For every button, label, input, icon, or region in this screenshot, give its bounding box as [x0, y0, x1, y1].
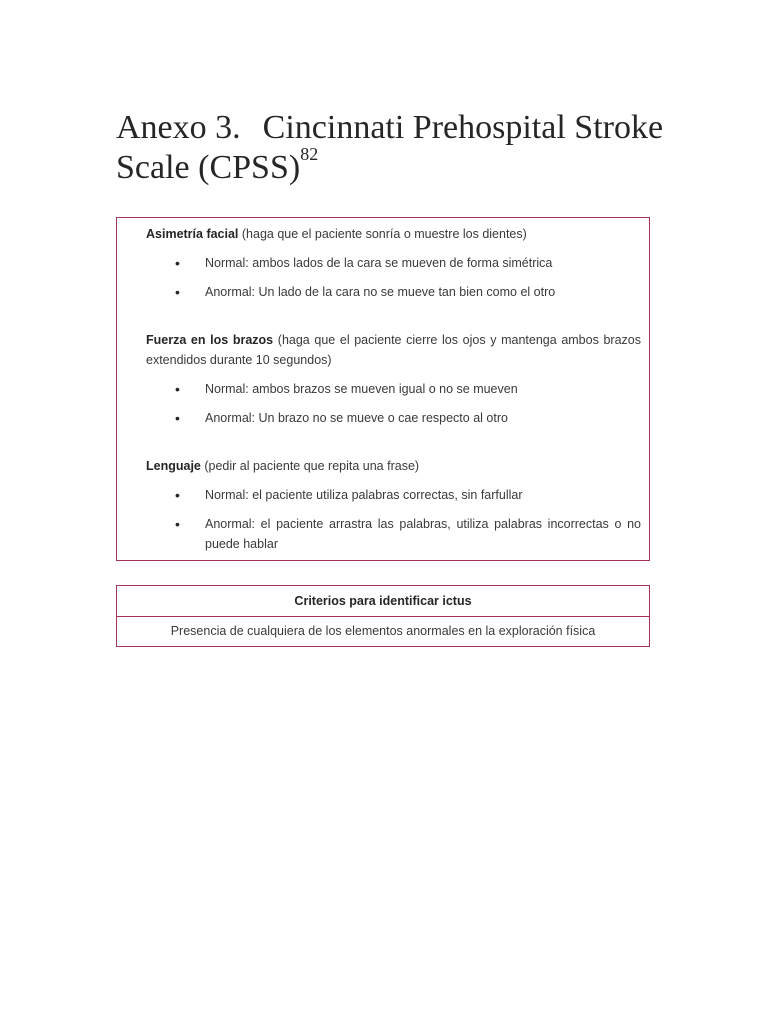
bullet-icon: • — [175, 516, 180, 532]
bullet-icon: • — [175, 284, 180, 300]
section-facial-asymmetry — [146, 224, 641, 302]
section-title: Fuerza en los brazos — [146, 333, 274, 347]
stroke-criteria-table — [116, 585, 650, 647]
list-item — [146, 514, 641, 554]
annex-title-line1: Cincinnati Prehospital Stroke — [262, 109, 664, 146]
annex-title-line2: Scale (CPSS) — [116, 149, 301, 186]
list-item-text: Normal: ambos lados de la cara se mueven de forma simétrica — [205, 256, 553, 270]
bullet-icon: • — [175, 255, 180, 271]
cpss-criteria-box — [116, 217, 650, 561]
section-intro — [146, 456, 641, 476]
bullet-icon: • — [175, 410, 180, 426]
bullet-list — [146, 485, 641, 554]
annex-heading — [116, 108, 676, 188]
list-item-text: Normal: el paciente utiliza palabras correctas, sin farfullar — [205, 488, 523, 502]
section-instruction: (pedir al paciente que repita una frase) — [200, 459, 420, 473]
bullet-icon: • — [175, 487, 180, 503]
list-item-text: Normal: ambos brazos se mueven igual o no se mueven — [205, 382, 518, 396]
section-intro — [146, 330, 641, 370]
table-row: Presencia de cualquiera de los elementos anormales en la exploración física — [170, 624, 596, 638]
section-arm-strength — [146, 330, 641, 428]
section-title: Asimetría facial — [146, 227, 239, 241]
list-item — [146, 485, 641, 505]
list-item — [146, 379, 641, 399]
list-item — [146, 408, 641, 428]
section-instruction: (haga que el paciente cierre los ojos y mantenga ambos brazos extendidos durante 10 segundos) — [146, 333, 641, 367]
list-item-text: Anormal: el paciente arrastra las palabras, utiliza palabras incorrectas o no puede hablar — [205, 517, 641, 551]
list-item-text: Anormal: Un lado de la cara no se mueve tan bien como el otro — [205, 285, 556, 299]
section-instruction: (haga que el paciente sonría o muestre los dientes) — [238, 227, 527, 241]
section-speech — [146, 456, 641, 554]
reference-superscript: 82 — [300, 144, 319, 164]
bullet-list — [146, 253, 641, 302]
list-item-text: Anormal: Un brazo no se mueve o cae respecto al otro — [205, 411, 508, 425]
list-item — [146, 253, 641, 273]
bullet-icon: • — [175, 381, 180, 397]
annex-number: Anexo 3. — [116, 109, 241, 146]
list-item — [146, 282, 641, 302]
section-intro — [146, 224, 641, 244]
bullet-list — [146, 379, 641, 428]
section-title: Lenguaje — [146, 459, 201, 473]
table-header: Criterios para identificar ictus — [117, 586, 649, 617]
